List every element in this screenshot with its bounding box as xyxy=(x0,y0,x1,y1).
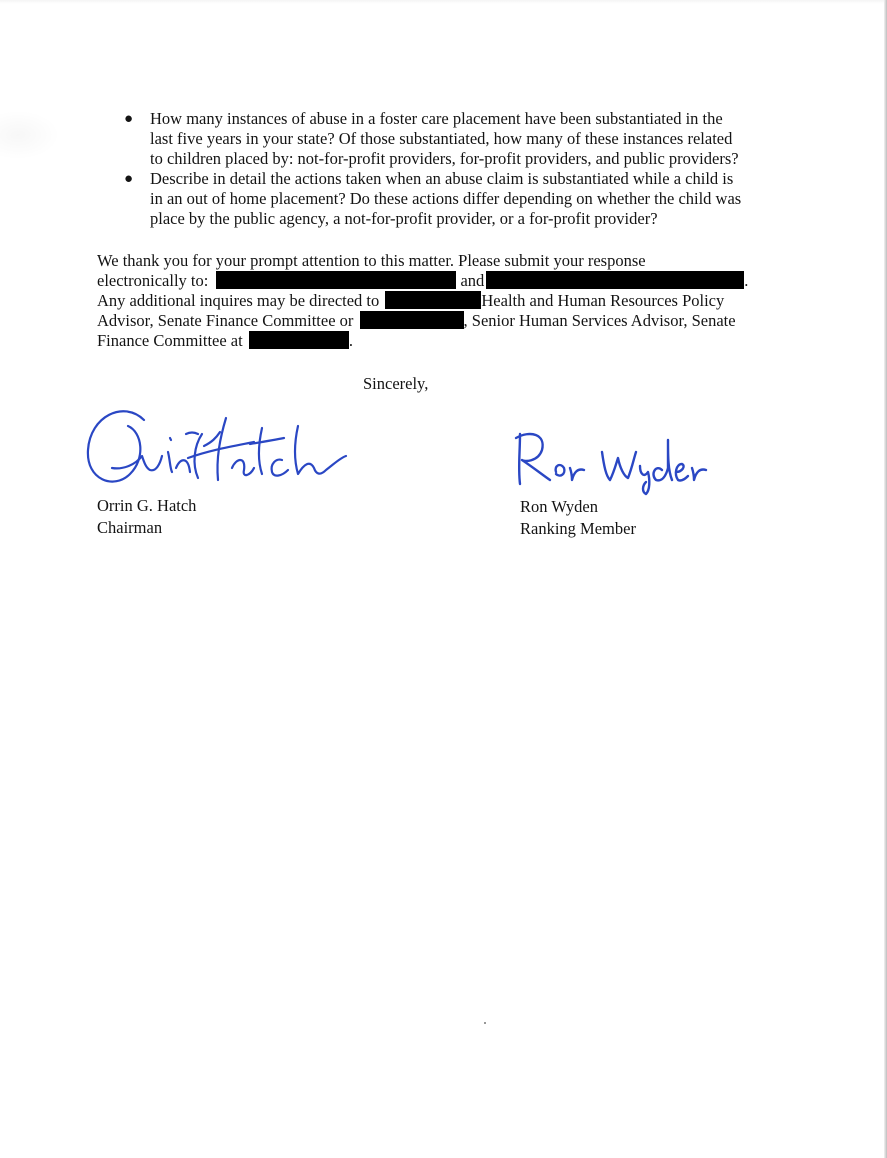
question-item xyxy=(120,109,800,169)
closing-line xyxy=(97,251,797,271)
sincerely-text: Sincerely, xyxy=(363,374,429,393)
question-line: place by the public agency, a not-for-profit provider, or a for-profit provider? xyxy=(150,209,658,228)
question-line: How many instances of abuse in a foster care placement have been substantiated in the xyxy=(150,109,723,128)
bullet-icon: ● xyxy=(124,111,134,127)
question-line: to children placed by: not-for-profit providers, for-profit providers, and public providers? xyxy=(150,149,739,168)
signatory-hatch xyxy=(97,496,196,538)
scan-speck xyxy=(484,1022,486,1024)
redaction-box xyxy=(486,271,744,289)
signatory-name: Ron Wyden xyxy=(520,497,598,516)
closing-text: , Senior Human Services Advisor, Senate xyxy=(463,311,736,330)
closing-text: . xyxy=(744,271,749,290)
scan-shadow-top xyxy=(0,0,887,4)
bullet-icon: ● xyxy=(124,171,134,187)
question-item xyxy=(120,169,800,229)
closing-text: Finance Committee at xyxy=(97,331,243,350)
closing-line xyxy=(97,331,797,351)
signatory-name: Orrin G. Hatch xyxy=(97,496,197,515)
question-line: in an out of home placement? Do these actions differ depending on whether the child was xyxy=(150,189,742,208)
closing-text: Any additional inquires may be directed to xyxy=(97,291,380,310)
signature-hatch xyxy=(84,398,349,498)
question-list xyxy=(120,109,800,229)
redaction-box xyxy=(385,291,481,309)
closing-text: . xyxy=(348,331,353,350)
signatory-title: Chairman xyxy=(97,518,163,537)
signatory-wyden xyxy=(520,497,636,539)
closing-text: electronically to: xyxy=(97,271,209,290)
redaction-box xyxy=(249,331,349,349)
redaction-box xyxy=(360,311,464,329)
redaction-box xyxy=(216,271,456,289)
signature-wyden xyxy=(512,424,712,496)
question-line: Describe in detail the actions taken when an abuse claim is substantiated while a child is xyxy=(150,169,734,188)
question-line: last five years in your state? Of those substantiated, how many of these instances related xyxy=(150,129,733,148)
scan-smudge xyxy=(0,110,60,160)
closing-line xyxy=(97,291,797,311)
closing-text: We thank you for your prompt attention to this matter. Please submit your response xyxy=(97,251,646,270)
closing-line xyxy=(97,271,797,291)
closing-text: Health and Human Resources Policy xyxy=(481,291,725,310)
closing-line xyxy=(97,311,797,331)
closing-text: and xyxy=(460,271,485,290)
signatory-title: Ranking Member xyxy=(520,519,636,538)
closing-text: Advisor, Senate Finance Committee or xyxy=(97,311,354,330)
